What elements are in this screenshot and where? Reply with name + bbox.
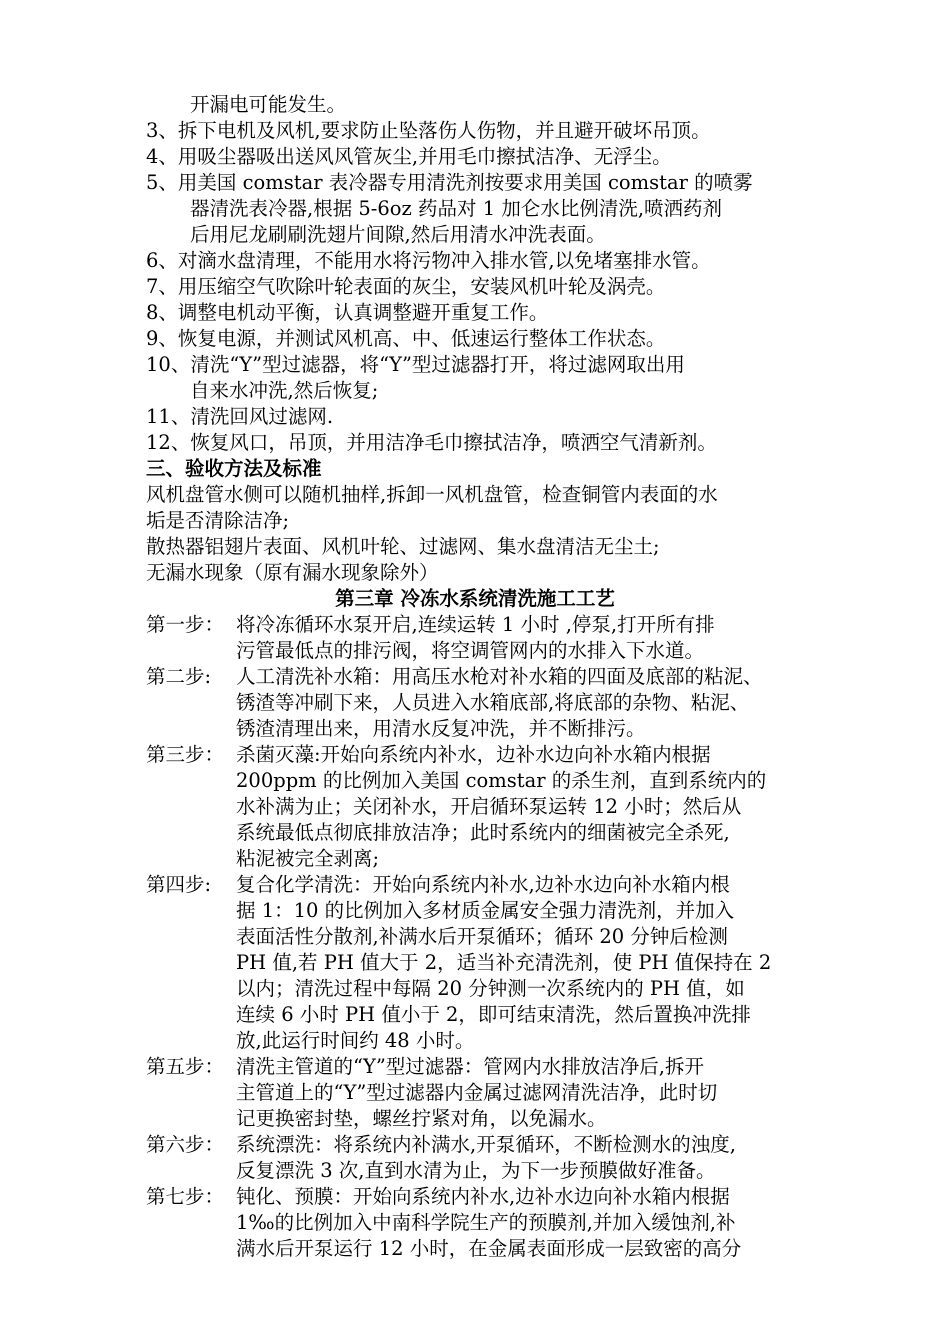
step-text: 复合化学清洗：开始向系统内补水,边补水边向补水箱内根 — [236, 873, 730, 896]
list-item-continuation: 后用尼龙刷刷洗翅片间隙,然后用清水冲洗表面。 — [190, 223, 606, 246]
step-text: 人工清洗补水箱：用高压水枪对补水箱的四面及底部的粘泥、 — [236, 665, 763, 688]
step-text: 200ppm 的比例加入美国 comstar 的杀生剂，直到系统内的 — [236, 769, 767, 792]
section-heading: 三、验收方法及标准 — [146, 457, 322, 480]
list-item: 4、用吸尘器吸出送风风管灰尘,并用毛巾擦拭洁净、无浮尘。 — [146, 145, 672, 168]
step-text: 系统最低点彻底排放洁净；此时系统内的细菌被完全杀死, — [236, 821, 730, 844]
step-text: 钝化、预膜：开始向系统内补水,边补水边向补水箱内根据 — [236, 1185, 730, 1208]
paragraph-line: 散热器铝翅片表面、风机叶轮、过滤网、集水盘清洁无尘土; — [146, 535, 660, 558]
step-text: 锈渣等冲刷下来，人员进入水箱底部,将底部的杂物、粘泥、 — [236, 691, 750, 714]
step-label: 第七步： — [146, 1185, 225, 1208]
step-text: 水补满为止；关闭补水，开启循环泵运转 12 小时；然后从 — [236, 795, 742, 818]
intro-line: 开漏电可能发生。 — [190, 93, 347, 116]
step-text: 记更换密封垫，螺丝拧紧对角，以免漏水。 — [236, 1107, 607, 1130]
step-text: 锈渣清理出来，用清水反复冲洗，并不断排污。 — [236, 717, 646, 740]
step-text: 放,此运行时间约 48 小时。 — [236, 1029, 475, 1052]
step-label: 第五步： — [146, 1055, 225, 1078]
list-item-continuation: 器清洗表冷器,根据 5-6oz 药品对 1 加仑水比例清洗,喷洒药剂 — [190, 197, 723, 220]
step-5 — [146, 1054, 704, 1080]
list-item: 5、用美国 comstar 表冷器专用清洗剂按要求用美国 comstar 的喷雾 — [146, 171, 753, 194]
step-text: 将冷冻循环水泵开启,连续运转 1 小时 ,停泵,打开所有排 — [236, 613, 715, 636]
list-item: 11、清洗回风过滤网. — [146, 405, 334, 428]
step-text: 1‰的比例加入中南科学院生产的预膜剂,并加入缓蚀剂,补 — [236, 1211, 736, 1234]
list-item: 7、用压缩空气吹除叶轮表面的灰尘，安装风机叶轮及涡壳。 — [146, 275, 666, 298]
step-text: 反复漂洗 3 次,直到水清为止，为下一步预膜做好准备。 — [236, 1159, 716, 1182]
chapter-title: 第三章 冷冻水系统清洗施工工艺 — [335, 587, 615, 610]
step-text: 系统漂洗：将系统内补满水,开泵循环，不断检测水的浊度, — [236, 1133, 736, 1156]
step-text: 以内；清洗过程中每隔 20 分钟测一次系统内的 PH 值，如 — [236, 977, 745, 1000]
step-label: 第二步: — [146, 665, 212, 688]
step-4 — [146, 872, 730, 898]
step-label: 第四步: — [146, 873, 212, 896]
step-text: 满水后开泵运行 12 小时，在金属表面形成一层致密的高分 — [236, 1237, 742, 1260]
paragraph-line: 无漏水现象（原有漏水现象除外） — [146, 561, 439, 584]
list-item: 10、清洗“Y”型过滤器，将“Y”型过滤器打开，将过滤网取出用 — [146, 353, 685, 376]
list-item: 3、拆下电机及风机,要求防止坠落伤人伤物，并且避开破坏吊顶。 — [146, 119, 711, 142]
paragraph-line: 垢是否清除洁净; — [146, 509, 290, 532]
step-2 — [146, 664, 763, 690]
step-label: 第一步： — [146, 613, 225, 636]
step-1 — [146, 612, 715, 638]
list-item: 9、恢复电源，并测试风机高、中、低速运行整体工作状态。 — [146, 327, 666, 350]
step-text: PH 值,若 PH 值大于 2，适当补充清洗剂，使 PH 值保持在 2 — [236, 951, 772, 974]
step-text: 据 1：10 的比例加入多材质金属安全强力清洗剂，并加入 — [236, 899, 735, 922]
step-3 — [146, 742, 711, 768]
paragraph-line: 风机盘管水侧可以随机抽样,拆卸一风机盘管，检查铜管内表面的水 — [146, 483, 718, 506]
step-text: 粘泥被完全剥离; — [236, 847, 380, 870]
step-text: 污管最低点的排污阀，将空调管网内的水排入下水道。 — [236, 639, 705, 662]
step-7 — [146, 1184, 730, 1210]
step-text: 杀菌灭藻:开始向系统内补水，边补水边向补水箱内根据 — [236, 743, 711, 766]
step-label: 第三步： — [146, 743, 225, 766]
step-label: 第六步： — [146, 1133, 225, 1156]
list-item: 8、调整电机动平衡，认真调整避开重复工作。 — [146, 301, 549, 324]
step-text: 主管道上的“Y”型过滤器内金属过滤网清洗洁净，此时切 — [236, 1081, 718, 1104]
list-item: 6、对滴水盘清理，不能用水将污物冲入排水管,以免堵塞排水管。 — [146, 249, 711, 272]
step-text: 清洗主管道的“Y”型过滤器：管网内水排放洁净后,拆开 — [236, 1055, 705, 1078]
list-item-continuation: 自来水冲洗,然后恢复; — [190, 379, 379, 402]
step-text: 表面活性分散剂,补满水后开泵循环；循环 20 分钟后检测 — [236, 925, 728, 948]
step-text: 连续 6 小时 PH 值小于 2，即可结束清洗，然后置换冲洗排 — [236, 1003, 751, 1026]
list-item: 12、恢复风口，吊顶，并用洁净毛巾擦拭洁净，喷洒空气清新剂。 — [146, 431, 717, 454]
step-6 — [146, 1132, 736, 1158]
